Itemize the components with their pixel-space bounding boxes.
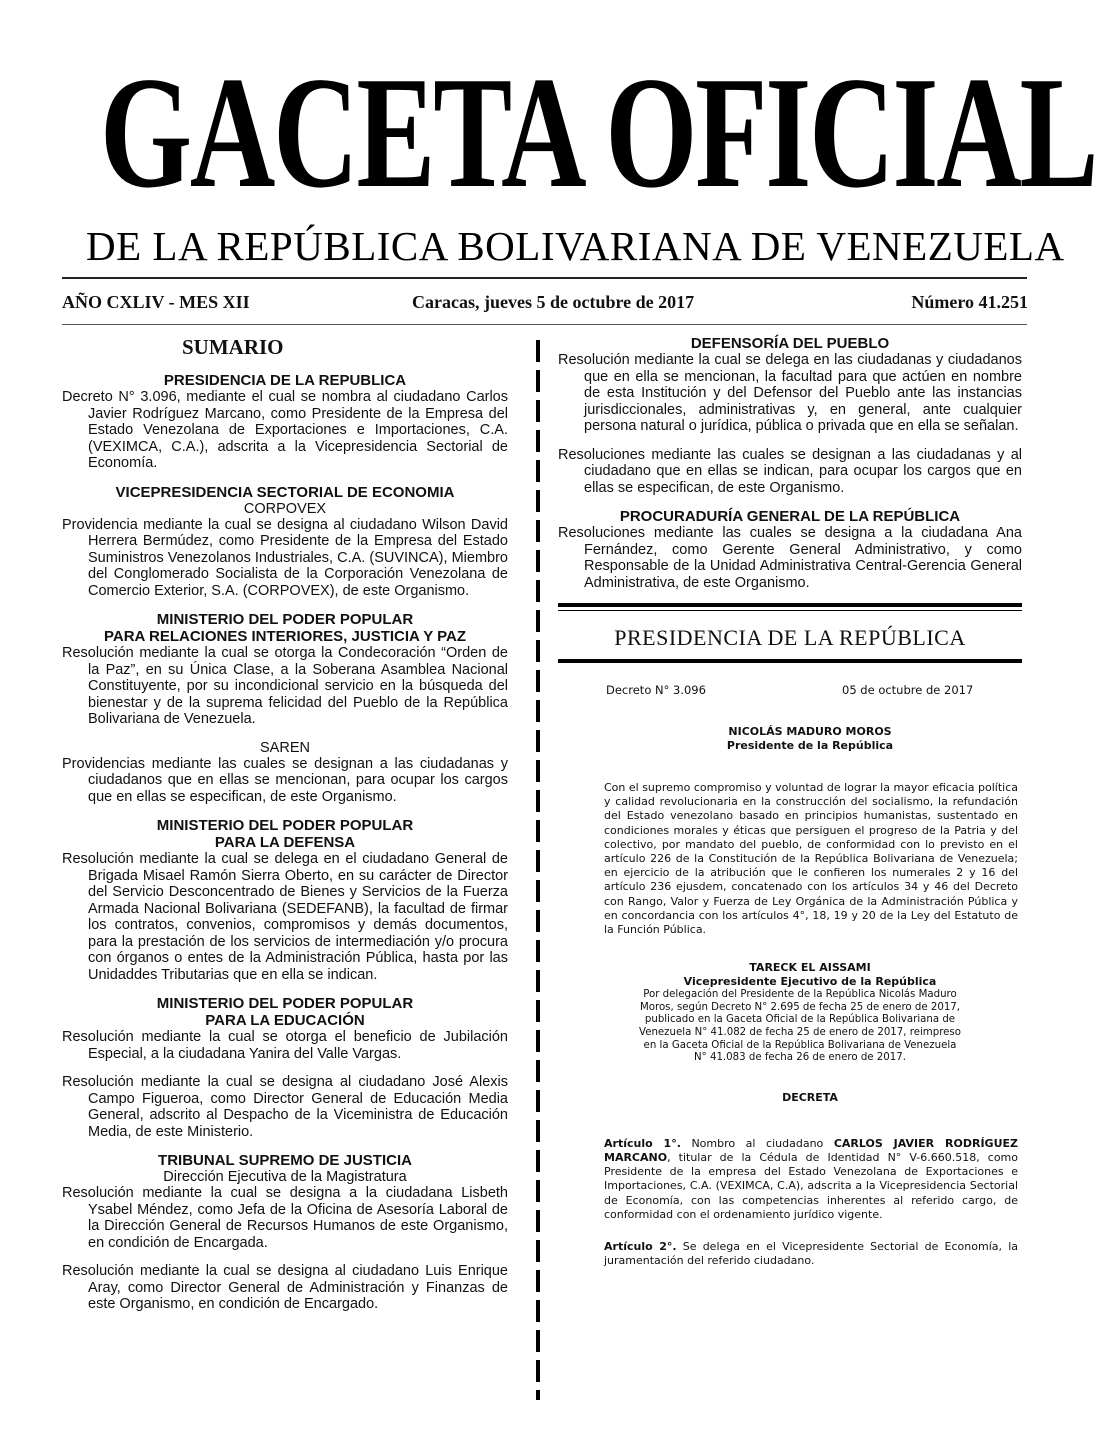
sumario-entry: Resoluciones mediante las cuales se designa a la ciudadana Ana Fernández, como Gerente General Administrativo, y como Responsable de la Unidad Administrativa Central-Gerencia General Administrativa, de este Organismo. (558, 525, 1022, 591)
section-heading: PARA LA EDUCACIÓN (205, 1012, 365, 1029)
masthead (60, 38, 1096, 269)
article-text: Nombro al ciudadano (680, 1136, 834, 1150)
section-subheading: SAREN (260, 739, 310, 756)
section-heading: MINISTERIO DEL PODER POPULAR (156, 611, 414, 628)
sumario-section (62, 817, 508, 983)
section-heading: TRIBUNAL SUPREMO DE JUSTICIA (158, 1152, 412, 1169)
decree-date: 05 de octubre de 2017 (842, 683, 974, 697)
sumario-section (62, 611, 508, 728)
section-heading: MINISTERIO DEL PODER POPULAR (156, 995, 414, 1012)
sumario-entry: Providencias mediante las cuales se designan a las ciudadanas y ciudadanos que en ellas se mencionan, para ocupar los cargos que en ellas se especifican, de este Organismo. (62, 755, 508, 805)
section-rule-heavy-2 (558, 659, 1022, 663)
sumario-entry: Resolución mediante la cual se designa a la ciudadana Lisbeth Ysabel Méndez, como Jefa de la Oficina de Asesoría Laboral de la Dirección General de Recursos Humanos de este Organismo, en condición de Encargada. (62, 1185, 508, 1251)
decree-article (558, 1137, 1022, 1222)
section-heading: PRESIDENCIA DE LA REPUBLICA (163, 372, 407, 389)
section-heading: PROCURADURÍA GENERAL DE LA REPÚBLICA (619, 508, 961, 525)
sumario-entry: Resolución mediante la cual se designa al ciudadano José Alexis Campo Figueroa, como Director General de Educación Media General, adscrito al Despacho de la Viceministra de Educación Media, de este Ministerio. (62, 1074, 508, 1140)
header-rule-top (62, 277, 1027, 279)
section-heading: VICEPRESIDENCIA SECTORIAL DE ECONOMIA (115, 483, 455, 501)
sumario-title: SUMARIO (182, 335, 284, 359)
section-heading: PARA RELACIONES INTERIORES, JUSTICIA Y PAZ (104, 628, 466, 645)
sumario-left-column (62, 335, 508, 1325)
decreta-heading: DECRETA (782, 1090, 838, 1104)
decree-article (558, 1240, 1022, 1268)
decree-meta (606, 683, 1022, 699)
sumario-section (558, 335, 1022, 496)
section-rule-thin (558, 610, 1022, 611)
sumario-section (62, 484, 508, 600)
vp-block (558, 961, 1022, 989)
vp-name: TARECK EL AISSAMI (749, 961, 871, 975)
sumario-entry: Resolución mediante la cual se otorga la Condecoración “Orden de la Paz”, en su Única Clase, a la Soberana Asamblea Nacional Constituyente, por su incondicional servicio en la búsqueda del bienestar y de la suprema felicidad del Pueblo de la República Bolivariana de Venezuela. (62, 645, 508, 727)
article-text-rest: , titular de la Cédula de Identidad N° V-6.660.518, como Presidente de la empresa del Estado Venezolana de Exportaciones e Importaciones, C.A. (VEXIMCA, C.A), adscrita a la Vicepresidencia Sectorial de Economía, con las competencias inherentes al referido cargo, de conformidad con el ordenamiento jurídico vigente. (604, 1151, 1018, 1221)
signer-block (558, 725, 1022, 753)
issue-date: Caracas, jueves 5 de octubre de 2017 (412, 292, 695, 312)
masthead-subtitle: DE LA REPÚBLICA BOLIVARIANA DE VENEZUELA (86, 223, 1065, 269)
issue-year-month: AÑO CXLIV - MES XII (62, 292, 250, 312)
section-heading: PARA LA DEFENSA (214, 834, 356, 851)
article-label: Artículo 2°. (604, 1240, 677, 1254)
decree-number: Decreto N° 3.096 (606, 683, 706, 697)
signer-name: NICOLÁS MADURO MOROS (728, 725, 892, 738)
sumario-section (62, 1152, 508, 1313)
column-divider (536, 340, 540, 1400)
section-subheading: CORPOVEX (243, 500, 327, 517)
vp-title: Vicepresidente Ejecutivo de la República (683, 975, 937, 989)
section-heading: MINISTERIO DEL PODER POPULAR (156, 817, 414, 834)
article-name: CARLOS JAVIER RODRÍGUEZ MARCANO (604, 1136, 1018, 1164)
sumario-entry: Resoluciones mediante las cuales se designan a las ciudadanas y al ciudadano que en ellas se indican, para ocupar los cargos que en ellas se especifican, de este Organismo. (558, 446, 1022, 496)
sumario-entry: Decreto N° 3.096, mediante el cual se nombra al ciudadano Carlos Javier Rodríguez Marcano, como Presidente de la Empresa del Estado Venezolana de Exportaciones e Importaciones, C.A. (VEXIMCA, C.A.), adscrita a la Vicepresidencia Sectorial de Economía. (62, 389, 508, 471)
sumario-entry: Resolución mediante la cual se otorga el beneficio de Jubilación Especial, a la ciudadana Yanira del Valle Vargas. (62, 1029, 508, 1062)
right-column (558, 335, 1022, 1286)
article-text: Se delega en el Vicepresidente Sectorial de Economía, la juramentación del referido ciudadano. (604, 1240, 1018, 1268)
delegation-text: Por delegación del Presidente de la República Nicolás Maduro Moros, según Decreto N° 2.695 de fecha 25 de enero de 2017, publicado en la Gaceta Oficial de la República Bolivariana de Venezuela N° 41.082 de fecha 25 de enero de 2017, reimpreso en la Gaceta Oficial de la República Bolivariana de Venezuela N° 41.083 de fecha 26 de enero de 2017. (639, 989, 961, 1064)
signer-title: Presidente de la República (726, 739, 894, 752)
sumario-entry: Resolución mediante la cual se delega en las ciudadanas y ciudadanos que en ella se mencionan, la facultad para que actúen en nombre de esta Institución y del Defensor del Pueblo ante las instancias jurisdiccionales, administrativas y, en general, ante cualquier persona natural o jurídica, pública o privada que en ella se señalan. (558, 352, 1022, 434)
masthead-title: GACETA OFICIAL (100, 43, 1096, 221)
sumario-entry: Providencia mediante la cual se designa al ciudadano Wilson David Herrera Bermúdez, como Presidente de la Empresa del Estado Suministros Venezolanos Industriales, C.A. (SUVINCA), Miembro del Conglomerado Socialista de la Corporación Venezolana de Comercio Exterior, S.A. (CORPOVEX), de este Organismo. (62, 516, 508, 599)
issue-number: Número 41.251 (911, 292, 1028, 312)
header-rule-bottom (62, 324, 1027, 325)
sumario-entry: Resolución mediante la cual se delega en el ciudadano General de Brigada Misael Ramón Sierra Oberto, en su carácter de Director del Servicio Desconcentrado de Bienes y Servicios de la Fuerza Armada Nacional Bolivariana (SEDEFANB), la facultad de firmar los contratos, convenios, compromisos y demás documentos, para la prestación de los servicios de intermediación y/o procura con órganos o entes de la Administración Pública, hasta por las Unidaddes Tributarias que en ella se indican. (62, 851, 508, 983)
sumario-section (62, 740, 508, 806)
article-label: Artículo 1°. (604, 1136, 681, 1150)
sumario-section (62, 995, 508, 1140)
sumario-section (558, 508, 1022, 591)
decree-section-title: PRESIDENCIA DE LA REPÚBLICA (614, 625, 966, 650)
decree-preamble: Con el supremo compromiso y voluntad de lograr la mayor eficacia política y calidad revolucionaria en la construcción del socialismo, la refundación del Estado venezolano basado en principios humanistas, sustentado en condiciones morales y éticas que persiguen el progreso de la Patria y del colectivo, por mandato del pueblo, de conformidad con lo previsto en el artículo 226 de la Constitución de la República Bolivariana de Venezuela; en ejercicio de la atribución que le confieren los numerales 2 y 16 del artículo 236 ejusdem, concatenado con los artículos 34 y 46 del Decreto con Rango, Valor y Fuerza de Ley Orgánica de la Administración Pública y en concordancia con los artículos 4°, 18, 19 y 20 de la Ley del Estatuto de la Función Pública. (604, 781, 1018, 937)
section-subheading: Dirección Ejecutiva de la Magistratura (163, 1169, 407, 1185)
sumario-entry: Resolución mediante la cual se designa al ciudadano Luis Enrique Aray, como Director General de Administración y Finanzas de este Organismo, en condición de Encargado. (62, 1263, 508, 1312)
sumario-section (62, 372, 508, 472)
section-rule-heavy (558, 603, 1022, 607)
section-heading: DEFENSORÍA DEL PUEBLO (690, 335, 890, 352)
